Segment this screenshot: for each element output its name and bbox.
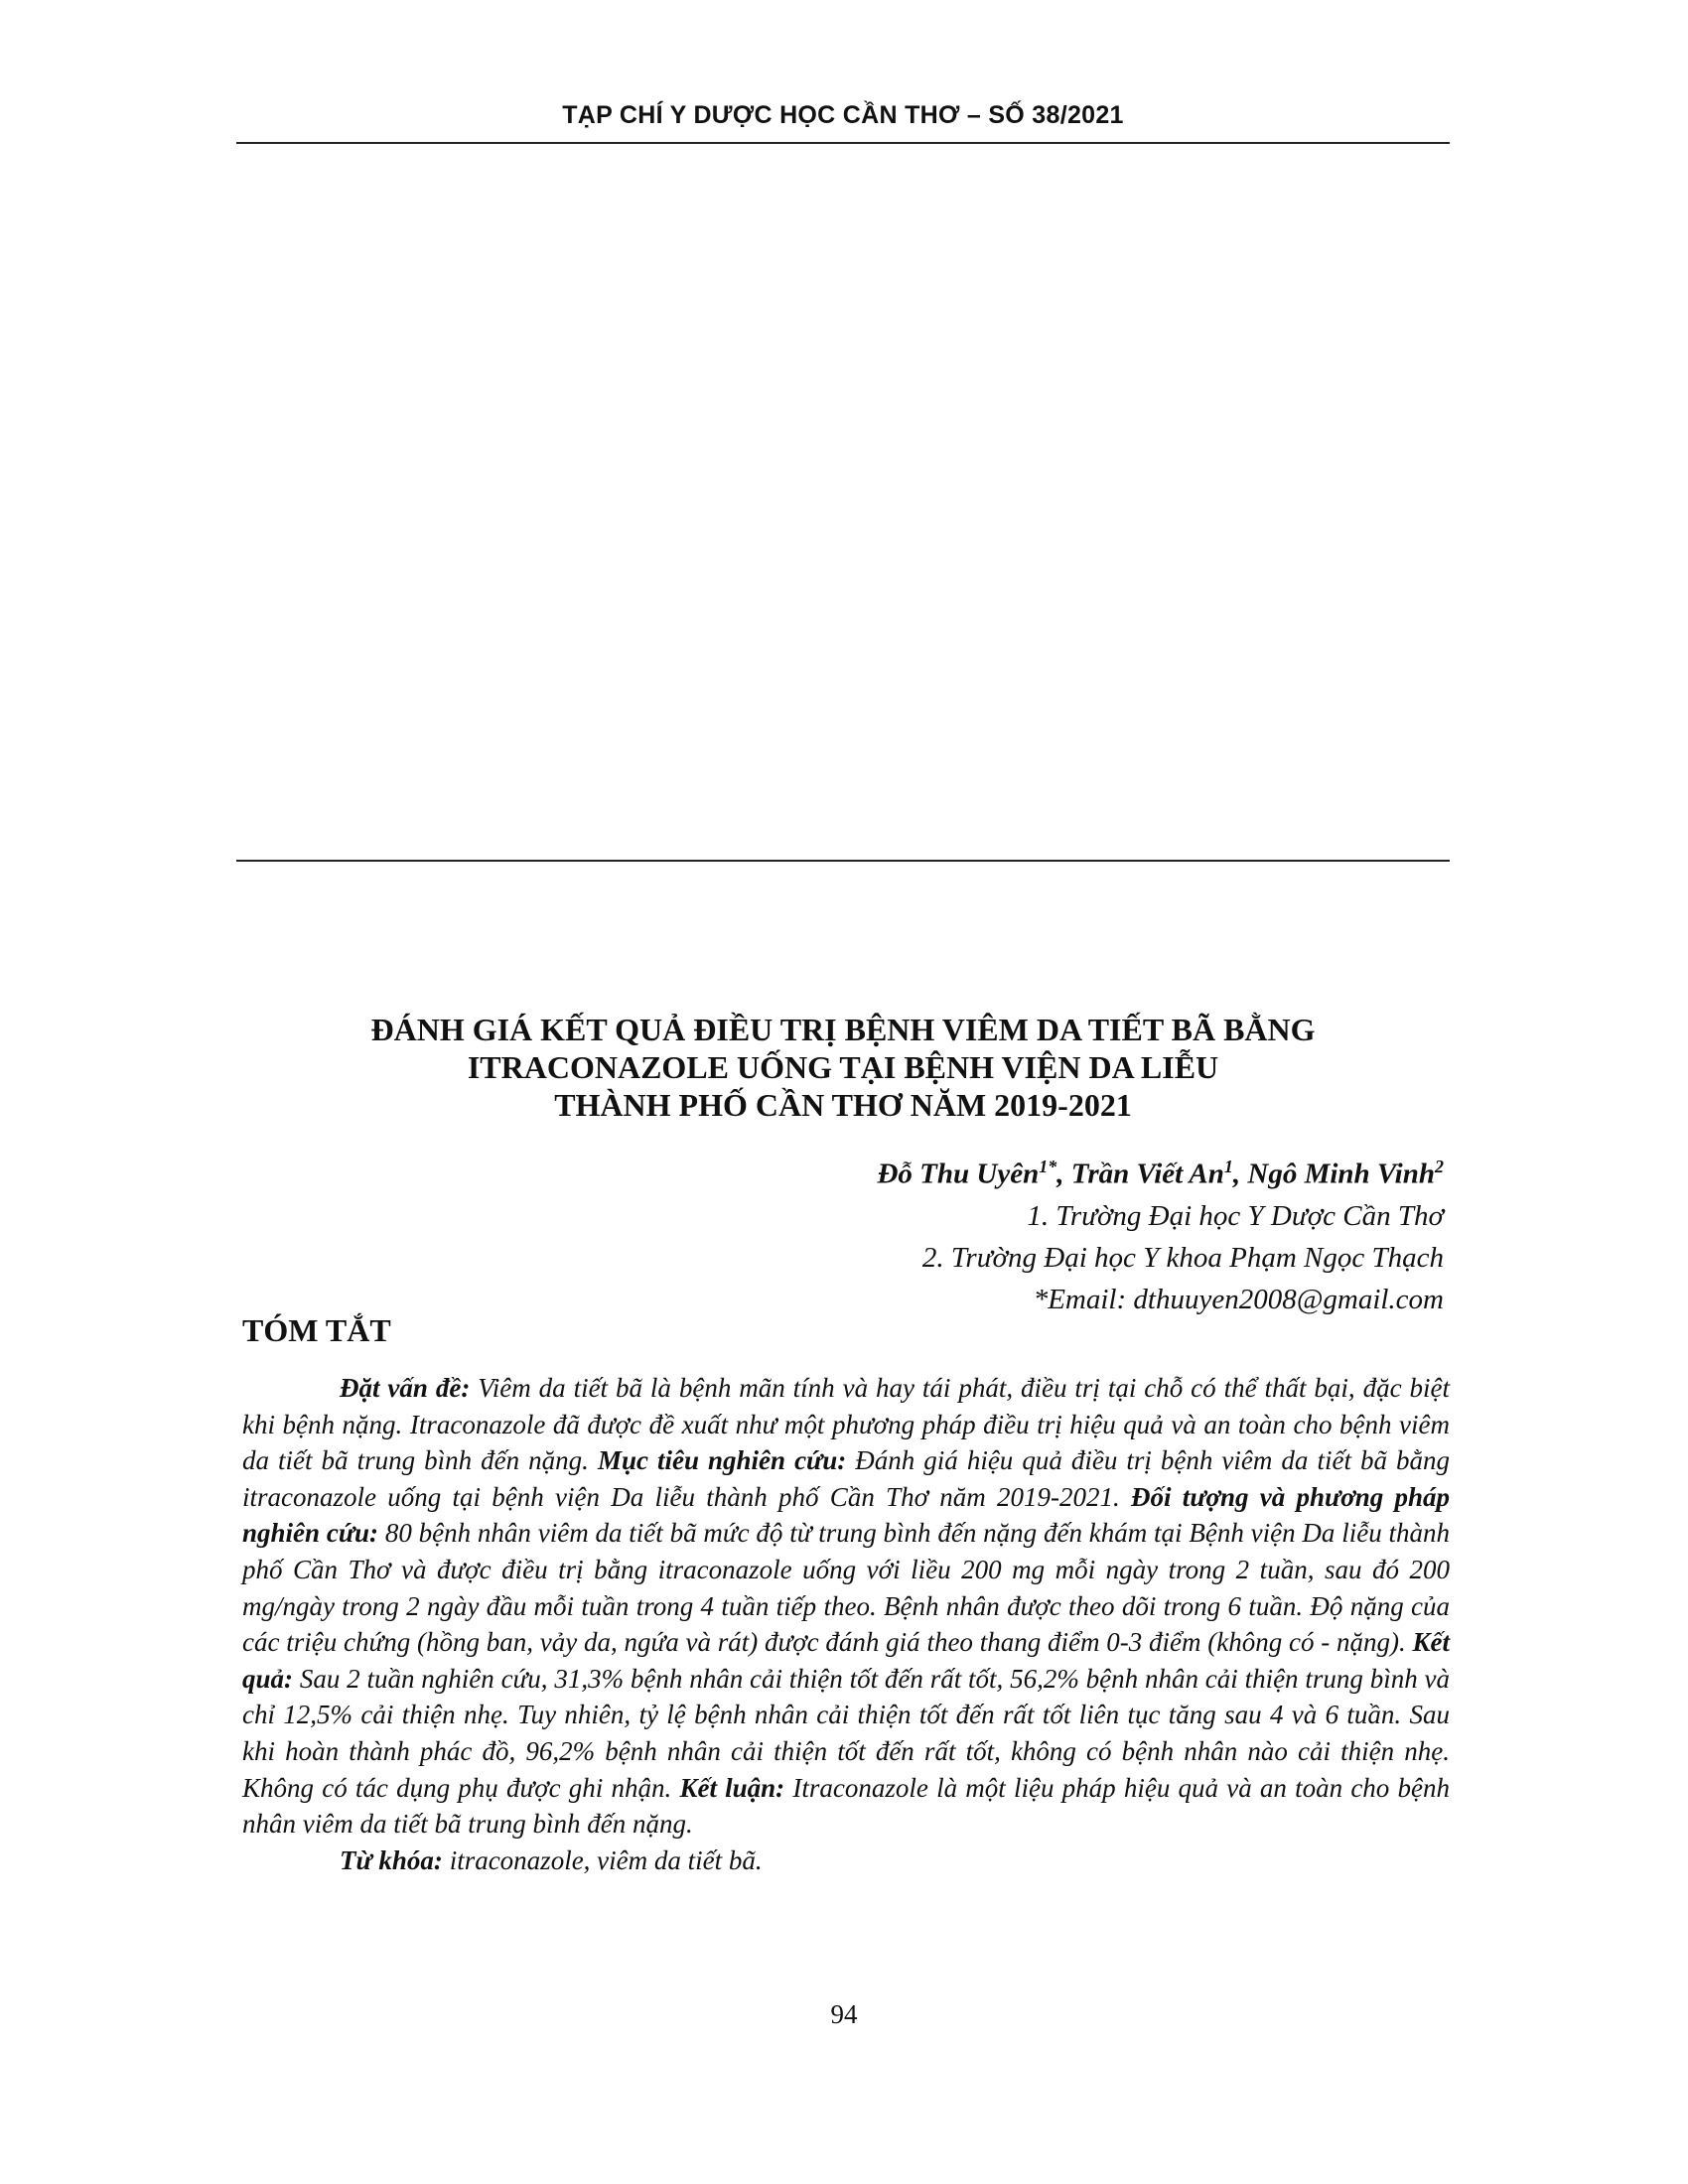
abstract-heading: TÓM TẮT: [242, 1312, 391, 1348]
conclusion-label: Kết luận:: [679, 1772, 785, 1803]
author-affiliation-mark: 2: [1435, 1157, 1444, 1176]
methods-label: Đối tượng và phương pháp nghiên cứu:: [242, 1481, 1450, 1549]
results-text: Sau 2 tuần nghiên cứu, 31,3% bệnh nhân cải thiện tốt đến rất tốt, 56,2% bệnh nhân cải thiện trung bình và chỉ 12,5% cải thiện nhẹ. Tuy nhiên, tỷ lệ bệnh nhân cải thiện tốt đến rất tốt liên tục tăng sau 4 và 6 tuần. Sau khi hoàn thành phác đồ, 96,2% bệnh nhân cải thiện tốt đến rất tốt, không có bệnh nhân nào cải thiện nhẹ. Không có tác dụng phụ được ghi nhận.: [242, 1663, 1450, 1803]
objective-label: Mục tiêu nghiên cứu:: [597, 1445, 847, 1476]
background-label: Đặt vấn đề:: [340, 1373, 471, 1403]
keywords-paragraph: [242, 1843, 1450, 1879]
affiliation: 1. Trường Đại học Y Dược Cần Thơ: [1027, 1199, 1444, 1232]
author-name: Trần Viết An: [1070, 1158, 1224, 1190]
author-separator: ,: [1056, 1158, 1071, 1190]
author-separator: ,: [1232, 1158, 1248, 1190]
abstract-body: [242, 1370, 1450, 1878]
results-label: Kết quả:: [242, 1627, 1450, 1694]
author-block: [877, 1146, 1444, 1320]
title-line: ITRACONAZOLE UỐNG TẠI BỆNH VIỆN DA LIỄU: [467, 1049, 1219, 1085]
author-name: Đỗ Thu Uyên: [877, 1158, 1040, 1190]
keywords-text: itraconazole, viêm da tiết bã.: [442, 1844, 763, 1875]
title-line: THÀNH PHỐ CẦN THƠ NĂM 2019-2021: [554, 1087, 1132, 1123]
methods-text: 80 bệnh nhân viêm da tiết bã mức độ từ trung bình đến nặng đến khám tại Bệnh viện Da liễu thành phố Cần Thơ và được điều trị bằng itraconazole uống với liều 200 mg mỗi ngày trong 2 tuần, sau đó 200 mg/ngày trong 2 ngày đầu mỗi tuần trong 4 tuần tiếp theo. Bệnh nhân được theo dõi trong 6 tuần. Độ nặng của các triệu chứng (hồng ban, vảy da, ngứa và rát) được đánh giá theo thang điểm 0-3 điểm (không có - nặng).: [242, 1518, 1450, 1658]
background-text: Viêm da tiết bã là bệnh mãn tính và hay tái phát, điều trị tại chỗ có thể thất bại, đặc biệt khi bệnh nặng. Itraconazole đã được đề xuất như một phương pháp điều trị hiệu quả và an toàn cho bệnh viêm da tiết bã trung bình đến nặng.: [242, 1373, 1450, 1476]
author-affiliation-mark: 1: [1223, 1157, 1233, 1176]
article-title: [236, 1011, 1450, 1124]
conclusion-text: Itraconazole là một liệu pháp hiệu quả và an toàn cho bệnh nhân viêm da tiết bã trung bình đến nặng.: [242, 1772, 1450, 1840]
author-affiliation-mark: 1*: [1039, 1157, 1057, 1176]
title-line: ĐÁNH GIÁ KẾT QUẢ ĐIỀU TRỊ BỆNH VIÊM DA TIẾT BÃ BẰNG: [370, 1012, 1316, 1047]
header-rule: [236, 142, 1450, 144]
abstract-paragraph: [242, 1370, 1450, 1843]
objective-text: Đánh giá hiệu quả điều trị bệnh viêm da tiết bã bằng itraconazole uống tại bệnh viện Da liễu thành phố Cần Thơ năm 2019-2021.: [242, 1445, 1450, 1512]
author-list: [877, 1146, 1444, 1195]
corresponding-email: *Email: dthuuyen2008@gmail.com: [1033, 1283, 1444, 1315]
journal-running-head: TẠP CHÍ Y DƯỢC HỌC CẦN THƠ – SỐ 38/2021: [562, 101, 1124, 129]
keywords-label: Từ khóa:: [340, 1844, 443, 1875]
section-rule: [236, 860, 1450, 862]
author-name: Ngô Minh Vinh: [1247, 1158, 1435, 1190]
affiliation: 2. Trường Đại học Y khoa Phạm Ngọc Thạch: [921, 1241, 1444, 1274]
page-number: 94: [830, 1999, 858, 2029]
